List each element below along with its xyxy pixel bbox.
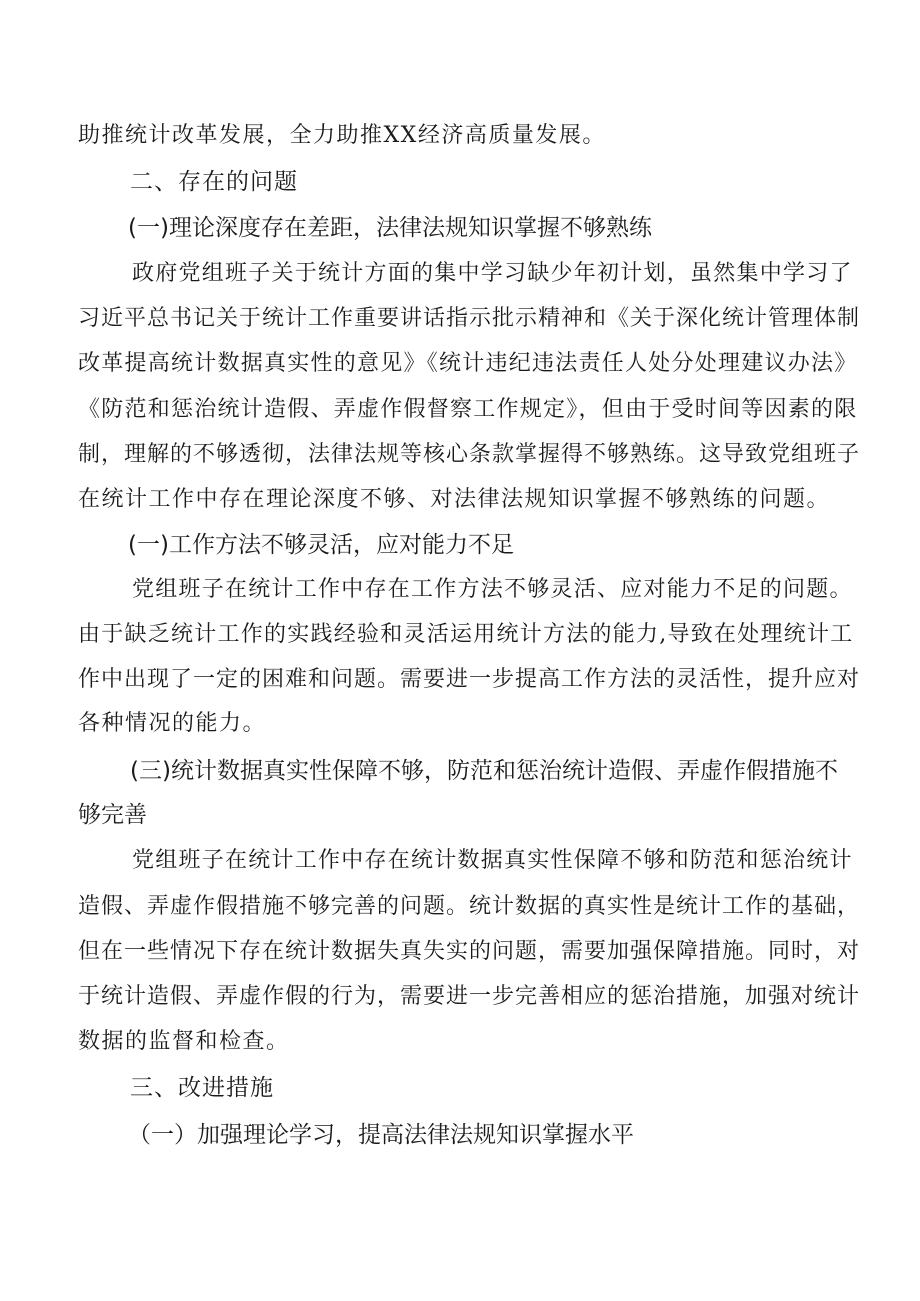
paragraph-line: 造假、弄虚作假措施不够完善的问题。统计数据的真实性是统计工作的基础， xyxy=(78,894,861,919)
paragraph-line: 制，理解的不够透彻，法律法规等核心条款掌握得不够熟练。这导致党组班子 xyxy=(78,442,861,467)
paragraph-line: 助推统计改革发展，全力助推XX经济高质量发展。 xyxy=(78,123,606,148)
subsection-heading: (一)理论深度存在差距，法律法规知识掌握不够熟练 xyxy=(128,215,652,241)
paragraph-line: 党组班子在统计工作中存在工作方法不够灵活、应对能力不足的问题。 xyxy=(132,577,853,602)
section-title: 三、改进措施 xyxy=(130,1075,274,1101)
subsection-heading: (一)工作方法不够灵活，应对能力不足 xyxy=(128,532,514,558)
paragraph-line: 数据的监督和检查。 xyxy=(78,1029,290,1054)
paragraph-line: 政府党组班子关于统计方面的集中学习缺少年初计划，虽然集中学习了 xyxy=(132,261,853,286)
paragraph-line: 由于缺乏统计工作的实践经验和灵活运用统计方法的能力,导致在处理统计工 xyxy=(78,622,854,647)
paragraph-line: 各种情况的能力。 xyxy=(78,711,267,736)
section-title: 二、存在的问题 xyxy=(130,169,298,195)
paragraph-line: 于统计造假、弄虚作假的行为，需要进一步完善相应的惩治措施，加强对统计 xyxy=(78,984,861,1009)
paragraph-line: 习近平总书记关于统计工作重要讲话指示批示精神和《关于深化统计管理体制 xyxy=(78,306,861,331)
subsection-heading: (三)统计数据真实性保障不够，防范和惩治统计造假、弄虚作假措施不 xyxy=(130,758,838,784)
paragraph-line: 但在一些情况下存在统计数据失真失实的问题，需要加强保障措施。同时，对 xyxy=(78,939,861,964)
subsection-heading: 够完善 xyxy=(78,802,147,828)
paragraph-line: 在统计工作中存在理论深度不够、对法律法规知识掌握不够熟练的问题。 xyxy=(78,487,831,512)
paragraph-line: 党组班子在统计工作中存在统计数据真实性保障不够和防范和惩治统计 xyxy=(132,848,853,873)
paragraph-line: 作中出现了一定的困难和问题。需要进一步提高工作方法的灵活性，提升应对 xyxy=(78,667,861,692)
subsection-heading: （一）加强理论学习，提高法律法规知识掌握水平 xyxy=(128,1122,634,1148)
paragraph-line: 改革提高统计数据真实性的意见》《统计违纪违法责任人处分处理建议办法》 xyxy=(78,351,858,376)
paragraph-line: 《防范和惩治统计造假、弄虚作假督察工作规定》，但由于受时间等因素的限 xyxy=(78,397,858,422)
